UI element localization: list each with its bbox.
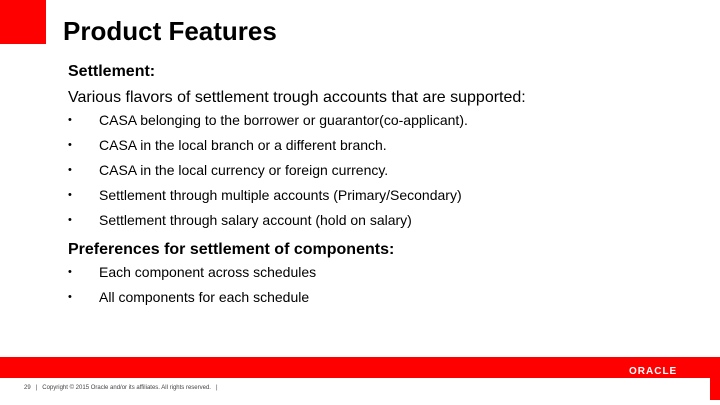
list-item	[68, 285, 708, 310]
footer-strip	[0, 378, 710, 405]
bullet-icon: •	[68, 164, 72, 176]
bullet-icon: •	[68, 266, 72, 278]
list-item-text: CASA belonging to the borrower or guarantor(co-applicant).	[99, 112, 468, 128]
list-item	[68, 260, 708, 285]
section-intro: Various flavors of settlement trough accounts that are supported:	[68, 89, 526, 106]
bullet-icon: •	[68, 189, 72, 201]
list-item-text: Each component across schedules	[99, 264, 317, 280]
bullet-icon: •	[68, 214, 72, 226]
bullet-icon: •	[68, 291, 72, 303]
list-item-text: Settlement through salary account (hold on salary)	[99, 212, 412, 228]
section-heading-settlement: Settlement:	[68, 63, 156, 80]
copyright-text: Copyright © 2015 Oracle and/or its affiliates. All rights reserved.	[42, 385, 211, 391]
bullet-icon: •	[68, 139, 72, 151]
footer-separator: |	[35, 385, 38, 391]
list-item	[68, 133, 708, 158]
list-item	[68, 208, 708, 233]
settlement-list	[68, 108, 708, 233]
list-item	[68, 183, 708, 208]
list-item-text: CASA in the local branch or a different branch.	[99, 137, 387, 153]
list-item-text: Settlement through multiple accounts (Primary/Secondary)	[99, 187, 462, 203]
page-number: 29	[24, 385, 31, 391]
slide-body	[68, 62, 708, 310]
preferences-list	[68, 260, 708, 310]
section-heading-preferences: Preferences for settlement of components:	[68, 241, 395, 258]
oracle-logo: ORACLE	[629, 366, 678, 377]
footer-separator: |	[215, 385, 218, 391]
list-item	[68, 158, 708, 183]
title-accent-bar	[0, 0, 46, 44]
slide-title: Product Features	[63, 16, 277, 46]
bullet-icon: •	[68, 114, 72, 126]
list-item-text: All components for each schedule	[99, 289, 310, 305]
list-item	[68, 108, 708, 133]
list-item-text: CASA in the local currency or foreign currency.	[99, 162, 389, 178]
footer-info	[24, 385, 223, 391]
